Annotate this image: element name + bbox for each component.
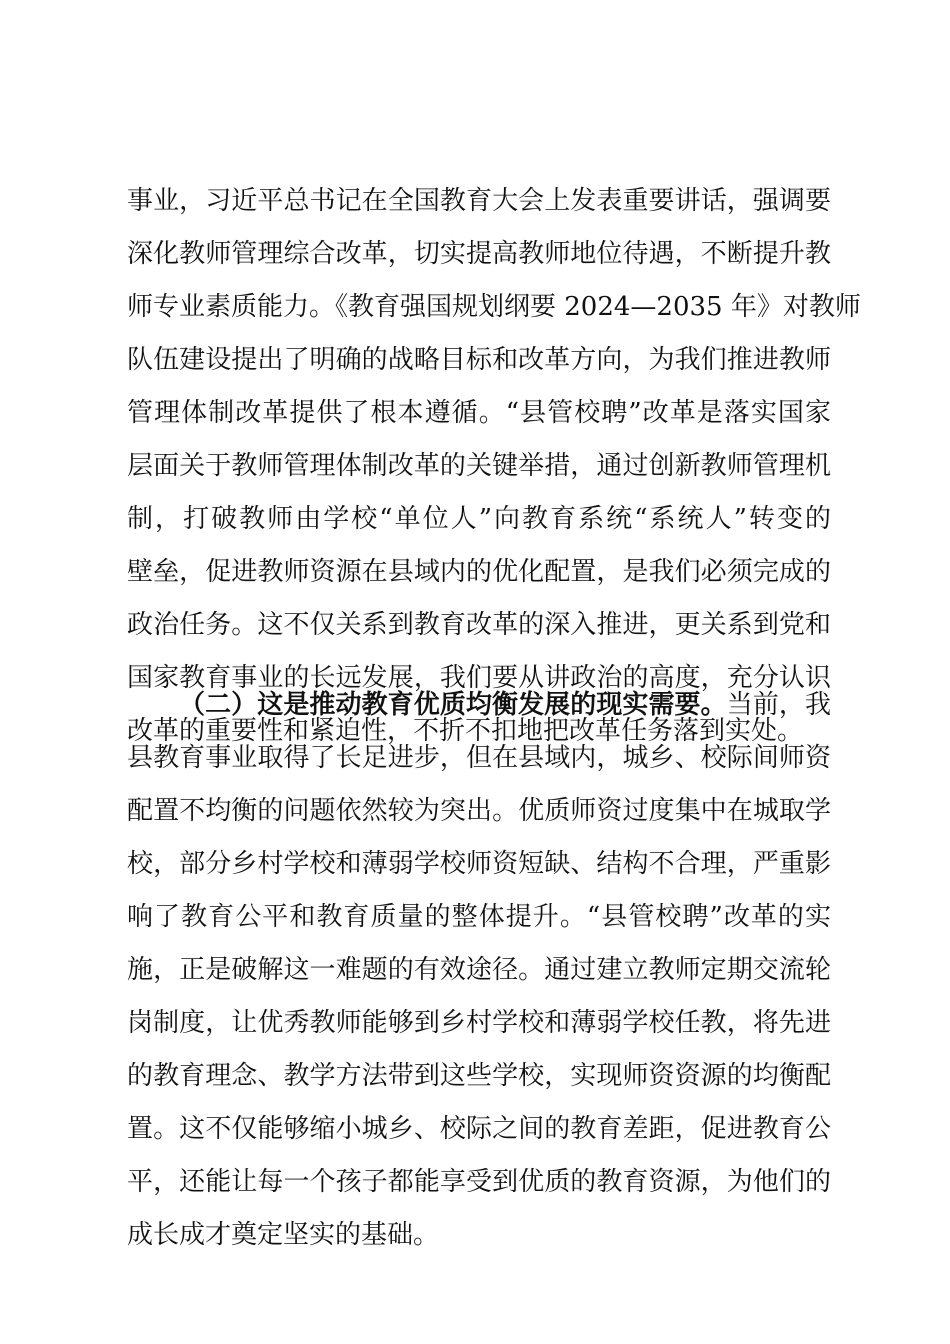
paragraph-line: 成长成才奠定坚实的基础。 (127, 1220, 440, 1250)
paragraph-2 (127, 679, 831, 1262)
paragraph-1 (127, 175, 861, 758)
paragraph-line: 配置不均衡的问题依然较为突出。优质师资过度集中在城取学 (127, 796, 831, 826)
paragraph-line: 层面关于教师管理体制改革的关键举措，通过创新教师管理机 (127, 451, 831, 481)
paragraph-line: 事业，习近平总书记在全国教育大会上发表重要讲话，强调要 (127, 186, 831, 216)
paragraph-line: 制，打破教师由学校“单位人”向教育系统“系统人”转变的 (127, 504, 831, 534)
paragraph-line: 置。这不仅能够缩小城乡、校际之间的教育差距，促进教育公 (127, 1114, 831, 1144)
paragraph-line: 响了教育公平和教育质量的整体提升。“县管校聘”改革的实 (127, 902, 831, 932)
paragraph-line: 县教育事业取得了长足进步，但在县域内，城乡、校际间师资 (127, 743, 831, 773)
section-heading: （二）这是推动教育优质均衡发展的现实需要。 (179, 690, 727, 720)
paragraph-line: 深化教师管理综合改革，切实提高教师地位待遇，不断提升教 (127, 239, 831, 269)
paragraph-line: 国家教育事业的长远发展，我们要从讲政治的高度，充分认识 (127, 663, 831, 693)
heading-continuation: 当前，我 (726, 690, 831, 720)
paragraph-first-line (127, 679, 831, 732)
paragraph-line: 校，部分乡村学校和薄弱学校师资短缺、结构不合理，严重影 (127, 849, 831, 879)
paragraph-line: 岗制度，让优秀教师能够到乡村学校和薄弱学校任教，将先进 (127, 1008, 831, 1038)
paragraph-line: 管理体制改革提供了根本遵循。“县管校聘”改革是落实国家 (127, 398, 831, 428)
paragraph-line: 改革的重要性和紧迫性，不折不扣地把改革任务落到实处。 (127, 716, 804, 746)
paragraph-line: 的教育理念、教学方法带到这些学校，实现师资资源的均衡配 (127, 1061, 831, 1091)
paragraph-line: 平，还能让每一个孩子都能享受到优质的教育资源，为他们的 (127, 1167, 831, 1197)
paragraph-line: 政治任务。这不仅关系到教育改革的深入推进，更关系到党和 (127, 610, 831, 640)
paragraph-line: 壁垒，促进教师资源在县域内的优化配置，是我们必须完成的 (127, 557, 831, 587)
paragraph-line: 施，正是破解这一难题的有效途径。通过建立教师定期交流轮 (127, 955, 831, 985)
paragraph-line: 队伍建设提出了明确的战略目标和改革方向，为我们推进教师 (127, 345, 831, 375)
paragraph-line: 师专业素质能力。《教育强国规划纲要 2024—2035 年》对教师 (127, 292, 861, 322)
